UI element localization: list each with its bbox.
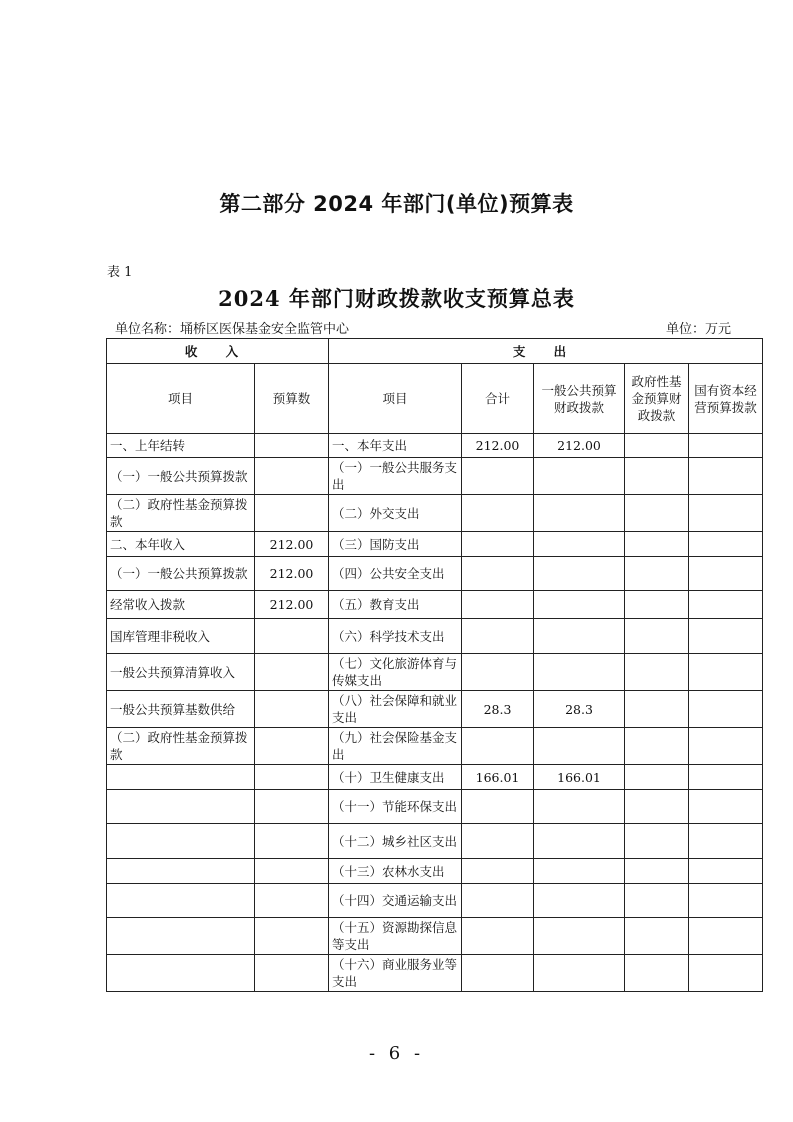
table-row bbox=[107, 654, 763, 691]
expense-fund-cell bbox=[625, 532, 689, 557]
income-budget-cell bbox=[255, 434, 329, 458]
expense-general-cell: 28.3 bbox=[534, 691, 625, 728]
expense-total-cell bbox=[462, 591, 534, 619]
expense-capital-cell bbox=[689, 495, 763, 532]
expense-item-cell: （十一）节能环保支出 bbox=[329, 790, 462, 824]
expense-general-cell bbox=[534, 955, 625, 992]
expense-general-cell bbox=[534, 591, 625, 619]
income-budget-cell bbox=[255, 495, 329, 532]
table-row bbox=[107, 495, 763, 532]
col-total: 合计 bbox=[462, 364, 534, 434]
unit-label: 单位：万元 bbox=[666, 322, 732, 337]
income-budget-cell bbox=[255, 824, 329, 859]
expense-capital-cell bbox=[689, 557, 763, 591]
table-row bbox=[107, 884, 763, 918]
expense-capital-cell bbox=[689, 728, 763, 765]
expense-item-cell: （十三）农林水支出 bbox=[329, 859, 462, 884]
table-row bbox=[107, 557, 763, 591]
col-income-budget: 预算数 bbox=[255, 364, 329, 434]
income-item-cell: （二）政府性基金预算拨款 bbox=[107, 728, 255, 765]
budget-table bbox=[106, 338, 763, 992]
expense-item-cell: （三）国防支出 bbox=[329, 532, 462, 557]
income-budget-cell bbox=[255, 918, 329, 955]
income-budget-cell bbox=[255, 691, 329, 728]
expense-fund-cell bbox=[625, 557, 689, 591]
expense-general-cell: 166.01 bbox=[534, 765, 625, 790]
expense-total-cell bbox=[462, 495, 534, 532]
income-item-cell: （一）一般公共预算拨款 bbox=[107, 458, 255, 495]
expense-capital-cell bbox=[689, 824, 763, 859]
expense-capital-cell bbox=[689, 955, 763, 992]
income-budget-cell bbox=[255, 654, 329, 691]
income-item-cell bbox=[107, 790, 255, 824]
income-item-cell: 二、本年收入 bbox=[107, 532, 255, 557]
expense-fund-cell bbox=[625, 918, 689, 955]
table-row bbox=[107, 728, 763, 765]
income-budget-cell bbox=[255, 619, 329, 654]
expense-fund-cell bbox=[625, 765, 689, 790]
expense-total-cell bbox=[462, 790, 534, 824]
col-fund-budget: 政府性基金预算财政拨款 bbox=[625, 364, 689, 434]
expense-capital-cell bbox=[689, 691, 763, 728]
table-row bbox=[107, 859, 763, 884]
expense-capital-cell bbox=[689, 790, 763, 824]
expense-general-cell bbox=[534, 790, 625, 824]
income-budget-cell bbox=[255, 790, 329, 824]
expense-item-cell: 一、本年支出 bbox=[329, 434, 462, 458]
expense-fund-cell bbox=[625, 955, 689, 992]
expense-general-cell bbox=[534, 918, 625, 955]
income-budget-cell bbox=[255, 765, 329, 790]
income-item-cell: 一般公共预算清算收入 bbox=[107, 654, 255, 691]
section-header-row bbox=[107, 339, 763, 364]
expense-total-cell bbox=[462, 884, 534, 918]
expense-item-cell: （十五）资源勘探信息等支出 bbox=[329, 918, 462, 955]
expense-fund-cell bbox=[625, 619, 689, 654]
expense-capital-cell bbox=[689, 654, 763, 691]
expense-general-cell bbox=[534, 619, 625, 654]
unit-name: 单位名称：埇桥区医保基金安全监管中心 bbox=[115, 322, 350, 337]
table-row bbox=[107, 918, 763, 955]
expense-item-cell: （四）公共安全支出 bbox=[329, 557, 462, 591]
expense-capital-cell bbox=[689, 532, 763, 557]
income-budget-cell bbox=[255, 955, 329, 992]
expense-capital-cell bbox=[689, 591, 763, 619]
expense-capital-cell bbox=[689, 884, 763, 918]
expense-item-cell: （九）社会保险基金支出 bbox=[329, 728, 462, 765]
income-item-cell bbox=[107, 765, 255, 790]
expense-item-cell: （一）一般公共服务支出 bbox=[329, 458, 462, 495]
table-row bbox=[107, 532, 763, 557]
expense-fund-cell bbox=[625, 790, 689, 824]
expense-general-cell bbox=[534, 824, 625, 859]
income-item-cell: （一）一般公共预算拨款 bbox=[107, 557, 255, 591]
table-number: 表 1 bbox=[107, 265, 133, 280]
expense-item-cell: （二）外交支出 bbox=[329, 495, 462, 532]
income-budget-cell: 212.00 bbox=[255, 591, 329, 619]
expense-fund-cell bbox=[625, 495, 689, 532]
expense-general-cell bbox=[534, 532, 625, 557]
income-item-cell bbox=[107, 918, 255, 955]
expense-item-cell: （八）社会保障和就业支出 bbox=[329, 691, 462, 728]
expense-general-cell bbox=[534, 458, 625, 495]
income-item-cell: 国库管理非税收入 bbox=[107, 619, 255, 654]
expense-fund-cell bbox=[625, 728, 689, 765]
income-header: 收 入 bbox=[107, 339, 329, 364]
income-item-cell bbox=[107, 824, 255, 859]
expense-capital-cell bbox=[689, 434, 763, 458]
expense-total-cell bbox=[462, 918, 534, 955]
income-budget-cell: 212.00 bbox=[255, 532, 329, 557]
col-general-budget: 一般公共预算财政拨款 bbox=[534, 364, 625, 434]
income-item-cell bbox=[107, 859, 255, 884]
expense-total-cell: 166.01 bbox=[462, 765, 534, 790]
expense-fund-cell bbox=[625, 591, 689, 619]
expense-fund-cell bbox=[625, 691, 689, 728]
expense-general-cell bbox=[534, 495, 625, 532]
expense-total-cell bbox=[462, 955, 534, 992]
expense-total-cell bbox=[462, 824, 534, 859]
expense-total-cell bbox=[462, 458, 534, 495]
expense-item-cell: （十二）城乡社区支出 bbox=[329, 824, 462, 859]
expense-general-cell bbox=[534, 884, 625, 918]
expense-fund-cell bbox=[625, 458, 689, 495]
expense-item-cell: （六）科学技术支出 bbox=[329, 619, 462, 654]
expense-fund-cell bbox=[625, 884, 689, 918]
expense-general-cell: 212.00 bbox=[534, 434, 625, 458]
expense-capital-cell bbox=[689, 765, 763, 790]
expense-total-cell bbox=[462, 654, 534, 691]
income-budget-cell bbox=[255, 884, 329, 918]
income-budget-cell bbox=[255, 859, 329, 884]
table-row bbox=[107, 765, 763, 790]
expense-header: 支 出 bbox=[329, 339, 763, 364]
income-budget-cell bbox=[255, 728, 329, 765]
expense-item-cell: （十）卫生健康支出 bbox=[329, 765, 462, 790]
col-state-capital: 国有资本经营预算拨款 bbox=[689, 364, 763, 434]
expense-fund-cell bbox=[625, 654, 689, 691]
expense-general-cell bbox=[534, 859, 625, 884]
income-item-cell: 经常收入拨款 bbox=[107, 591, 255, 619]
expense-general-cell bbox=[534, 654, 625, 691]
table-row bbox=[107, 955, 763, 992]
income-item-cell: 一般公共预算基数供给 bbox=[107, 691, 255, 728]
page-number: - 6 - bbox=[368, 1043, 425, 1064]
expense-item-cell: （十四）交通运输支出 bbox=[329, 884, 462, 918]
income-item-cell: 一、上年结转 bbox=[107, 434, 255, 458]
table-row bbox=[107, 458, 763, 495]
table-row bbox=[107, 824, 763, 859]
table-row bbox=[107, 591, 763, 619]
expense-item-cell: （七）文化旅游体育与传媒支出 bbox=[329, 654, 462, 691]
table-row bbox=[107, 619, 763, 654]
expense-total-cell bbox=[462, 728, 534, 765]
expense-total-cell bbox=[462, 532, 534, 557]
expense-capital-cell bbox=[689, 458, 763, 495]
table-row bbox=[107, 434, 763, 458]
expense-total-cell bbox=[462, 859, 534, 884]
income-item-cell: （二）政府性基金预算拨款 bbox=[107, 495, 255, 532]
table-row bbox=[107, 790, 763, 824]
expense-general-cell bbox=[534, 728, 625, 765]
expense-total-cell: 212.00 bbox=[462, 434, 534, 458]
part-title: 第二部分 2024 年部门(单位)预算表 bbox=[219, 192, 574, 216]
expense-capital-cell bbox=[689, 918, 763, 955]
expense-item-cell: （十六）商业服务业等支出 bbox=[329, 955, 462, 992]
expense-total-cell bbox=[462, 557, 534, 591]
expense-general-cell bbox=[534, 557, 625, 591]
expense-total-cell: 28.3 bbox=[462, 691, 534, 728]
expense-fund-cell bbox=[625, 434, 689, 458]
column-header-row bbox=[107, 364, 763, 434]
expense-fund-cell bbox=[625, 859, 689, 884]
table-body bbox=[107, 434, 763, 992]
expense-capital-cell bbox=[689, 859, 763, 884]
col-income-item: 项目 bbox=[107, 364, 255, 434]
table-row bbox=[107, 691, 763, 728]
expense-capital-cell bbox=[689, 619, 763, 654]
expense-total-cell bbox=[462, 619, 534, 654]
expense-item-cell: （五）教育支出 bbox=[329, 591, 462, 619]
expense-fund-cell bbox=[625, 824, 689, 859]
income-budget-cell bbox=[255, 458, 329, 495]
table-title: 2024 年部门财政拨款收支预算总表 bbox=[218, 286, 575, 311]
income-item-cell bbox=[107, 884, 255, 918]
income-budget-cell: 212.00 bbox=[255, 557, 329, 591]
col-expense-item: 项目 bbox=[329, 364, 462, 434]
income-item-cell bbox=[107, 955, 255, 992]
